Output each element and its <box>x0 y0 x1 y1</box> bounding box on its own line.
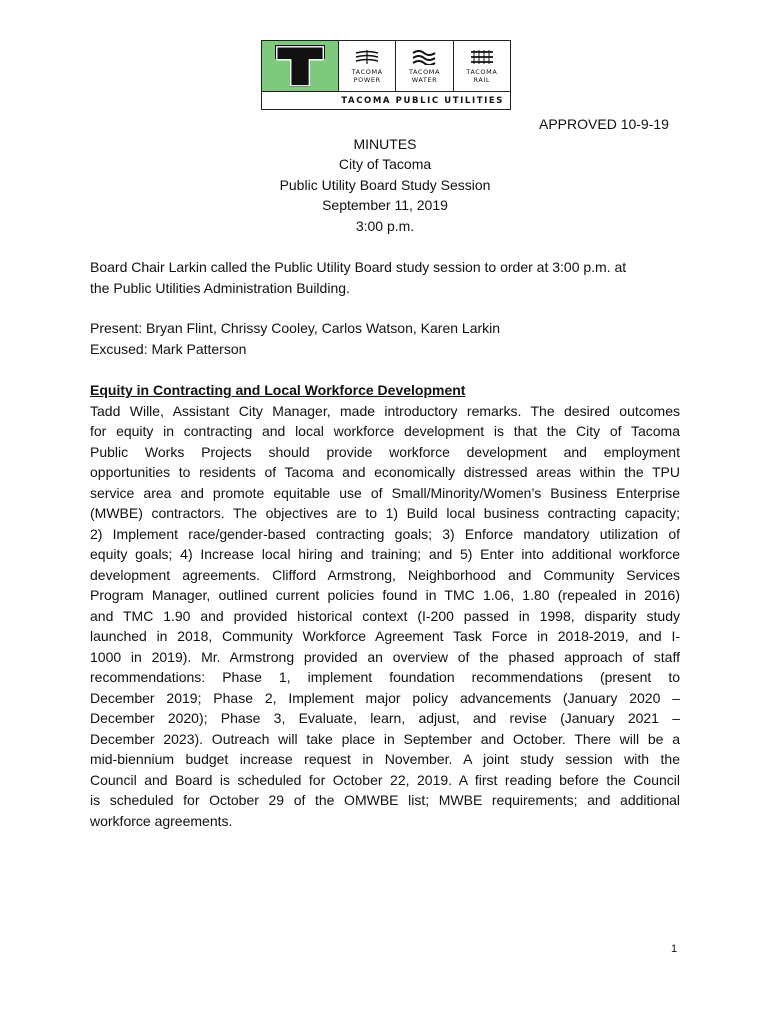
body-line: workforce agreements. <box>90 812 233 829</box>
intro-line: the Public Utilities Administration Building. <box>90 279 350 296</box>
equity-section <box>90 380 680 831</box>
minutes-heading <box>230 134 540 236</box>
approval-stamp-text: APPROVED 10-9-19 <box>539 116 669 132</box>
division-line2: RAIL <box>473 75 491 84</box>
rail-tracks-icon <box>469 49 495 65</box>
heading-time: 3:00 p.m. <box>355 217 415 234</box>
body-line: service area and promote equitable use of Small/Minority/Women’s Business Enterprise <box>90 484 680 501</box>
excused-line: Excused: Mark Patterson <box>90 340 247 357</box>
division-line1: TACOMA <box>351 67 383 76</box>
logo-divisions <box>339 41 510 91</box>
body-line: December 2019; Phase 2, Implement major policy advancements (January 2020 – <box>90 689 680 706</box>
section-body <box>90 401 680 832</box>
heading-city: City of Tacoma <box>338 156 432 173</box>
body-line: development agreements. Clifford Armstrong, Neighborhood and Community Services <box>90 566 680 583</box>
water-waves-icon <box>411 49 437 65</box>
body-line: mid-biennium budget increase request in November. A joint study session with the <box>90 751 680 767</box>
body-line: and TMC 1.90 and provided historical context (I-200 passed in 1998, disparity study <box>90 607 680 624</box>
body-line: Council and Board is scheduled for October 22, 2019. A first reading before the Council <box>90 771 680 788</box>
heading-meeting: Public Utility Board Study Session <box>279 176 491 193</box>
division-water <box>396 41 453 91</box>
division-line2: WATER <box>411 75 438 84</box>
body-line: recommendations: Phase 1, implement foundation recommendations (present to <box>90 669 680 685</box>
section-title: Equity in Contracting and Local Workforce Development <box>90 382 466 398</box>
intro-line: Board Chair Larkin called the Public Utility Board study session to order at 3:00 p.m. at <box>90 259 627 275</box>
body-line: for equity in contracting and local workforce development is that the City of Tacoma <box>90 423 680 439</box>
body-line: Tadd Wille, Assistant City Manager, made introductory remarks. The desired outcomes <box>90 402 680 419</box>
body-line: December 2020); Phase 3, Evaluate, learn, adjust, and revise (January 2021 – <box>90 710 680 726</box>
body-line: equity goals; 4) Increase local hiring and training; and 5) Enter into additional workforce <box>90 546 680 562</box>
logo-top-row <box>262 41 510 92</box>
division-rail <box>454 41 510 91</box>
intro-paragraph <box>90 257 680 298</box>
body-line: December 2023). Outreach will take place in September and October. There will be a <box>90 730 680 747</box>
body-line: launched in 2018, Community Workforce Agreement Task Force in 2018-2019, and I- <box>90 628 680 644</box>
body-line: Public Works Projects should provide workforce development and employment <box>90 443 680 460</box>
division-line1: TACOMA <box>466 67 498 76</box>
t-letter-icon <box>272 42 328 90</box>
logo-org-name: TACOMA PUBLIC UTILITIES <box>341 95 504 106</box>
body-line: (MWBE) contractors. The objectives are to 1) Build local business contracting capacity; <box>90 505 680 521</box>
present-line: Present: Bryan Flint, Chrissy Cooley, Carlos Watson, Karen Larkin <box>90 320 501 336</box>
body-line: 2) Implement race/gender-based contracting goals; 3) Enforce mandatory utilization of <box>90 525 680 542</box>
division-line1: TACOMA <box>408 67 441 76</box>
t-emblem <box>262 41 339 91</box>
body-line: Program Manager, outlined current policies found in TMC 1.06, 1.80 (repealed in 2016) <box>90 587 680 603</box>
body-line: opportunities to residents of Tacoma and economically distressed areas within the TPU <box>90 464 680 480</box>
heading-title: MINUTES <box>353 136 417 152</box>
attendance-block <box>90 318 680 359</box>
division-line2: POWER <box>353 75 381 84</box>
body-line: is scheduled for October 29 of the OMWBE list; MWBE requirements; and additional <box>90 792 680 808</box>
page-number: 1 <box>671 943 678 955</box>
power-lines-icon <box>354 49 380 65</box>
division-power <box>339 41 396 91</box>
tpu-logo <box>261 40 511 110</box>
body-line: 1000 in 2019). Mr. Armstrong provided an overview of the phased approach of staff <box>90 648 680 665</box>
heading-date: September 11, 2019 <box>322 197 448 214</box>
